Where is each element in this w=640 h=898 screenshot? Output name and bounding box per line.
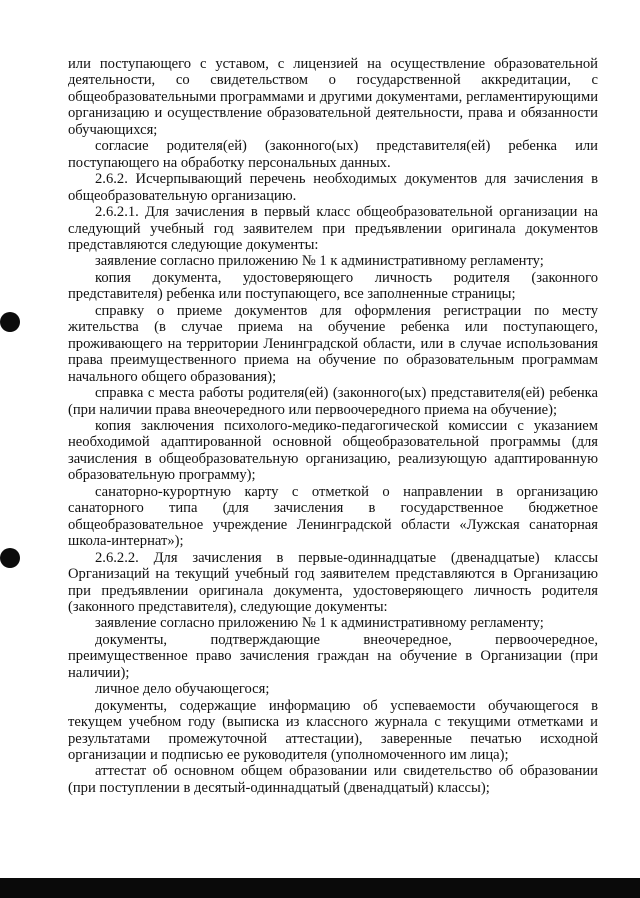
- document-body: [68, 56, 598, 796]
- paragraph: согласие родителя(ей) (законного(ых) представителя(ей) ребенка или поступающего на обработку персональных данных.: [68, 138, 598, 171]
- paragraph: 2.6.2.1. Для зачисления в первый класс общеобразовательной организации на следующий учебный год заявителем при предъявлении оригинала документов представляются следующие документы:: [68, 204, 598, 253]
- paragraph: копия заключения психолого-медико-педагогической комиссии с указанием необходимой адаптированной основной общеобразовательной программы (для зачисления в общеобразовательную организацию, реализующую адаптированную образовательную программу);: [68, 417, 598, 484]
- paragraph: личное дело обучающегося;: [95, 681, 270, 698]
- paragraph: документы, содержащие информацию об успеваемости обучающегося в текущем учебном году (выписка из классного журнала с текущими отметками и результатами промежуточной аттестации), заверенные печатью исходной организации и подписью ее руководителя (уполномоченного им лица);: [68, 697, 598, 764]
- punch-hole: [0, 312, 20, 332]
- paragraph: документы, подтверждающие внеочередное, первоочередное, преимущественное право зачисления граждан на обучение в Организации (при наличии);: [68, 631, 598, 681]
- paragraph: санаторно-курортную карту с отметкой о направлении в организацию санаторного типа (для зачисления в государственное бюджетное общеобразовательное учреждение Ленинградской области «Лужская санаторная школа-интернат»);: [68, 483, 598, 550]
- paragraph: или поступающего с уставом, с лицензией на осуществление образовательной деятельности, со свидетельством о государственной аккредитации, с общеобразовательными программами и другими документами, регламентирующими организацию и осуществление образовательной деятельности, права и обязанности обучающихся;: [68, 56, 598, 138]
- paragraph: справка с места работы родителя(ей) (законного(ых) представителя(ей) ребенка (при наличии права внеочередного или первоочередного приема на обучение);: [68, 385, 598, 418]
- scan-edge-bar: [0, 878, 640, 898]
- paragraph: копия документа, удостоверяющего личность родителя (законного представителя) ребенка или поступающего, все заполненные страницы;: [68, 269, 598, 303]
- paragraph: справку о приеме документов для оформления регистрации по месту жительства (в случае приема на обучение ребенка или поступающего, проживающего на территории Ленинградской области, или в случае использования права преимущественного приема на обучение по образовательным программам начального общего образования);: [68, 302, 598, 385]
- paragraph: 2.6.2. Исчерпывающий перечень необходимых документов для зачисления в общеобразовательную организацию.: [68, 171, 598, 204]
- punch-hole: [0, 548, 20, 568]
- paragraph: аттестат об основном общем образовании или свидетельство об образовании (при поступлении в десятый-одиннадцатый (двенадцатый) классы);: [68, 763, 598, 796]
- paragraph: заявление согласно приложению № 1 к административному регламенту;: [95, 615, 544, 632]
- paragraph: заявление согласно приложению № 1 к административному регламенту;: [95, 253, 544, 270]
- paragraph: 2.6.2.2. Для зачисления в первые-одиннадцатые (двенадцатые) классы Организаций на текущий учебный год заявителем представляются в Организацию при предъявлении оригинала документа, удостоверяющего личность родителя (законного представителя), следующие документы:: [68, 549, 598, 615]
